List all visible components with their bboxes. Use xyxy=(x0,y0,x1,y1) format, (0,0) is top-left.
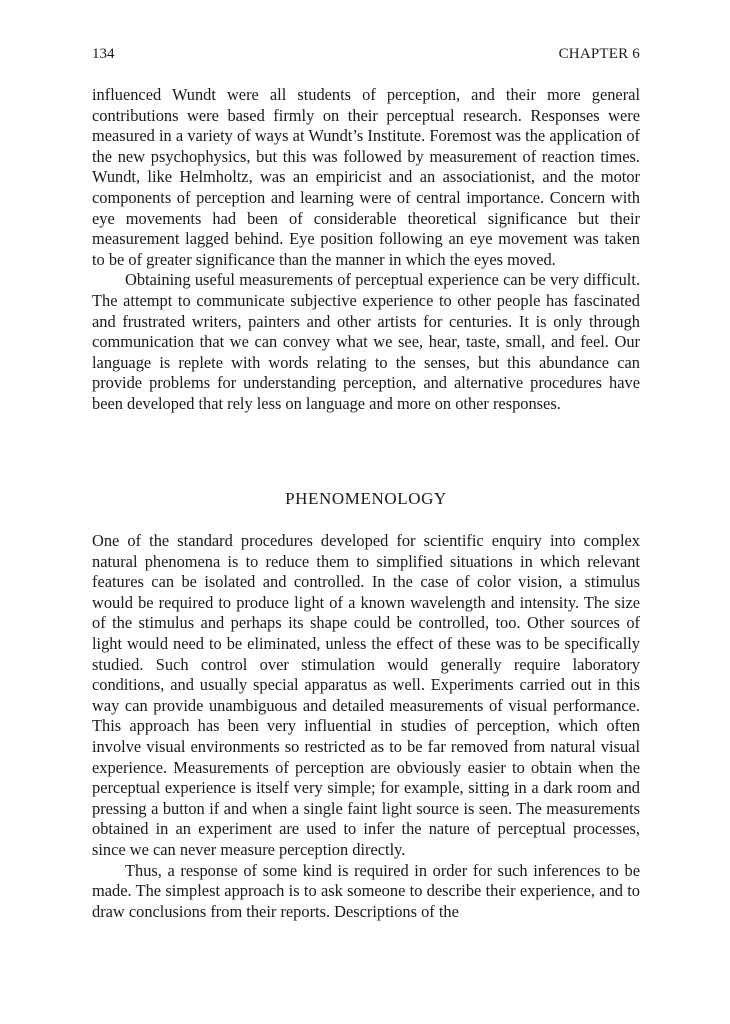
paragraph: One of the standard procedures developed for scientific enquiry into complex natural phenomena is to reduce them to simplified situations in which relevant features can be isolated and controlled. In the case of color vision, a stimulus would be required to produce light of a known wavelength and intensity. The size of the stimulus and perhaps its shape could be controlled, too. Other sources of light would need to be eliminated, unless the effect of these was to be specifically studied. Such control over stimulation would generally require laboratory conditions, and usually special apparatus as well. Experiments carried out in this way can provide unambiguous and detailed measurements of visual performance. This approach has been very influential in studies of perception, which often involve visual environments so restricted as to be far removed from natural visual experience. Measurements of perception are obviously easier to obtain when the perceptual experience is itself very simple; for example, sitting in a dark room and pressing a button if and when a single faint light source is seen. The measurements obtained in an experiment are used to infer the nature of perceptual processes, since we can never measure perception directly. xyxy=(92,531,640,859)
page-number: 134 xyxy=(92,46,115,62)
text-block-intro xyxy=(92,85,640,415)
paragraph: Thus, a response of some kind is required in order for such inferences to be made. The simplest approach is to ask someone to describe their experience, and to draw conclusions from their reports. Descriptions of the xyxy=(92,860,640,921)
text-block-phenomenology xyxy=(92,531,640,922)
paragraph: Obtaining useful measurements of perceptual experience can be very difficult. The attempt to communicate subjective experience to other people has fascinated and frustrated writers, painters and other artists for centuries. It is only through communication that we can convey what we see, hear, taste, small, and feel. Our language is replete with words relating to the senses, but this abundance can provide problems for understanding perception, and alternative procedures have been developed that rely less on language and more on other responses. xyxy=(92,270,640,413)
section-heading: PHENOMENOLOGY xyxy=(285,489,447,508)
paragraph: influenced Wundt were all students of perception, and their more general contributions were based firmly on their perceptual research. Responses were measured in a variety of ways at Wundt’s Institute. Foremost was the application of the new psychophysics, but this was followed by measurement of reaction times. Wundt, like Helmholtz, was an empiricist and an associationist, and the motor components of perception and learning were of central importance. Concern with eye movements had been of considerable theoretical significance but their measurement lagged behind. Eye position following an eye movement was taken to be of greater significance than the manner in which the eyes moved. xyxy=(92,85,640,269)
chapter-label: CHAPTER 6 xyxy=(558,46,640,62)
book-page xyxy=(92,0,640,1024)
running-head xyxy=(92,44,640,64)
